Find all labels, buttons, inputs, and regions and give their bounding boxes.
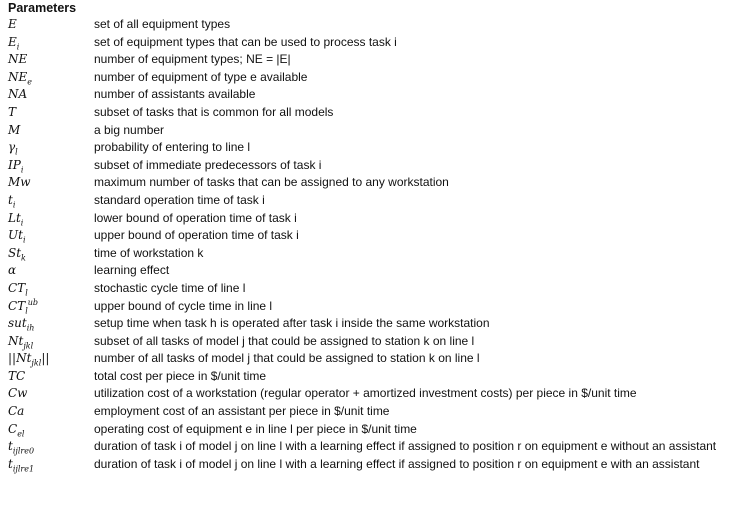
symbol-tail: || xyxy=(41,351,50,366)
symbol-base: Lt xyxy=(8,210,21,225)
symbol-subscript: l xyxy=(25,288,28,298)
symbol-base: T xyxy=(8,104,17,119)
parameter-row xyxy=(8,315,748,333)
symbol-subscript: i xyxy=(20,165,24,175)
parameter-description: duration of task i of model j on line l with a learning effect if assigned to position r on equipment e with an assistant xyxy=(94,456,700,471)
parameter-row xyxy=(8,174,748,192)
parameter-row xyxy=(8,385,748,403)
parameter-symbol xyxy=(8,16,94,34)
parameter-row xyxy=(8,421,748,439)
parameter-symbol xyxy=(8,86,94,104)
parameter-row xyxy=(8,280,748,298)
symbol-subscript: l xyxy=(25,305,28,315)
symbol-subscript: e xyxy=(27,77,32,87)
symbol-subscript: ijlre1 xyxy=(12,464,35,474)
parameter-row xyxy=(8,368,748,386)
symbol-base: TC xyxy=(8,368,26,383)
parameter-row xyxy=(8,86,748,104)
parameter-row xyxy=(8,350,748,368)
parameter-symbol xyxy=(8,456,94,474)
parameter-symbol xyxy=(8,139,94,157)
symbol-subscript: i xyxy=(12,200,16,210)
symbol-base: t xyxy=(8,439,13,454)
parameter-symbol xyxy=(8,69,94,87)
symbol-subscript: l xyxy=(15,147,18,157)
parameter-symbol xyxy=(8,385,94,403)
parameter-symbol xyxy=(8,245,94,263)
parameter-row xyxy=(8,245,748,263)
parameter-row xyxy=(8,51,748,69)
parameter-symbol xyxy=(8,280,94,298)
parameter-description: set of equipment types that can be used to process task i xyxy=(94,34,397,49)
parameter-symbol xyxy=(8,51,94,69)
parameter-description: number of equipment types; NE = |E| xyxy=(94,52,291,67)
parameter-row xyxy=(8,192,748,210)
symbol-base: NE xyxy=(8,69,28,84)
section-heading: Parameters xyxy=(8,1,77,15)
parameter-description: probability of entering to line l xyxy=(94,140,251,155)
symbol-base: Nt xyxy=(8,333,24,348)
parameter-row xyxy=(8,438,748,456)
symbol-subscript: ih xyxy=(26,323,35,333)
symbol-subscript: jkl xyxy=(31,358,42,368)
parameter-row xyxy=(8,104,748,122)
parameter-symbol xyxy=(8,192,94,210)
symbol-base: CT xyxy=(8,280,26,295)
symbol-subscript: jkl xyxy=(23,341,34,351)
parameter-description: learning effect xyxy=(94,263,170,278)
parameter-symbol xyxy=(8,421,94,439)
symbol-superscript: ub xyxy=(27,297,39,307)
symbol-base: IP xyxy=(8,157,21,172)
parameter-row xyxy=(8,456,748,474)
parameter-row xyxy=(8,16,748,34)
parameter-description: stochastic cycle time of line l xyxy=(94,280,246,295)
parameter-description: subset of all tasks of model j that could be assigned to station k on line l xyxy=(94,333,475,348)
parameter-symbol xyxy=(8,350,94,368)
parameter-description: maximum number of tasks that can be assigned to any workstation xyxy=(94,175,449,190)
symbol-subscript: i xyxy=(22,235,26,245)
parameter-list xyxy=(8,16,748,473)
symbol-base: NE xyxy=(8,52,28,67)
symbol-base: St xyxy=(8,245,22,260)
parameter-description: number of equipment of type e available xyxy=(94,69,308,84)
parameter-description: lower bound of operation time of task i xyxy=(94,210,297,225)
symbol-base: E xyxy=(8,17,17,31)
parameter-row xyxy=(8,122,748,140)
parameter-description: standard operation time of task i xyxy=(94,192,265,207)
parameter-row xyxy=(8,262,748,280)
parameter-row xyxy=(8,403,748,421)
symbol-base: Ut xyxy=(8,228,23,243)
parameter-symbol xyxy=(8,368,94,386)
parameter-description: utilization cost of a workstation (regular operator + amortized investment costs) per piece in $/unit time xyxy=(94,386,637,401)
parameter-description: subset of tasks that is common for all models xyxy=(94,104,334,119)
parameter-symbol xyxy=(8,104,94,122)
parameter-row xyxy=(8,298,748,316)
symbol-base: t xyxy=(8,192,13,207)
parameter-symbol xyxy=(8,403,94,421)
symbol-subscript: ijlre0 xyxy=(12,446,35,456)
symbol-subscript: i xyxy=(20,217,24,227)
parameter-description: duration of task i of model j on line l with a learning effect if assigned to position r on equipment e without an assistant xyxy=(94,439,717,454)
parameter-symbol xyxy=(8,210,94,228)
symbol-base: E xyxy=(8,34,17,49)
symbol-base: NA xyxy=(8,87,28,102)
parameter-description: subset of immediate predecessors of task i xyxy=(94,157,322,172)
parameter-description: number of all tasks of model j that could be assigned to station k on line l xyxy=(94,351,480,366)
parameter-symbol xyxy=(8,298,94,316)
symbol-base: γ xyxy=(8,140,16,155)
parameter-symbol xyxy=(8,34,94,52)
parameter-row xyxy=(8,69,748,87)
parameter-description: total cost per piece in $/unit time xyxy=(94,368,267,383)
parameter-row xyxy=(8,333,748,351)
parameter-description: employment cost of an assistant per piece in $/unit time xyxy=(94,404,390,419)
parameter-row xyxy=(8,227,748,245)
parameter-row xyxy=(8,210,748,228)
parameter-description: number of assistants available xyxy=(94,87,256,102)
parameter-description: a big number xyxy=(94,122,165,137)
symbol-base: α xyxy=(8,263,17,278)
symbol-base: CT xyxy=(8,298,26,313)
parameter-description: operating cost of equipment e in line l per piece in $/unit time xyxy=(94,421,417,436)
symbol-base: C xyxy=(8,421,18,436)
parameter-description: setup time when task h is operated after task i inside the same workstation xyxy=(94,316,490,331)
parameter-description: time of workstation k xyxy=(94,245,204,260)
symbol-base: Mw xyxy=(8,175,31,190)
parameter-description: upper bound of cycle time in line l xyxy=(94,298,273,313)
symbol-base: t xyxy=(8,456,13,471)
parameter-row xyxy=(8,34,748,52)
parameter-row xyxy=(8,139,748,157)
symbol-subscript: el xyxy=(17,429,25,439)
symbol-base: Ca xyxy=(8,404,25,419)
parameter-symbol xyxy=(8,333,94,351)
symbol-base: Cw xyxy=(8,386,28,401)
parameter-symbol xyxy=(8,122,94,140)
parameter-symbol xyxy=(8,157,94,175)
parameter-row xyxy=(8,157,748,175)
parameter-symbol xyxy=(8,174,94,192)
symbol-base: ||Nt xyxy=(8,351,32,366)
parameter-symbol xyxy=(8,438,94,456)
symbol-base: M xyxy=(8,122,21,137)
parameter-symbol xyxy=(8,262,94,280)
parameter-symbol xyxy=(8,315,94,333)
parameter-description: set of all equipment types xyxy=(94,17,231,31)
symbol-subscript: i xyxy=(16,41,20,51)
symbol-subscript: k xyxy=(21,253,26,263)
parameter-description: upper bound of operation time of task i xyxy=(94,228,299,243)
symbol-base: sut xyxy=(8,316,27,331)
parameter-symbol xyxy=(8,227,94,245)
